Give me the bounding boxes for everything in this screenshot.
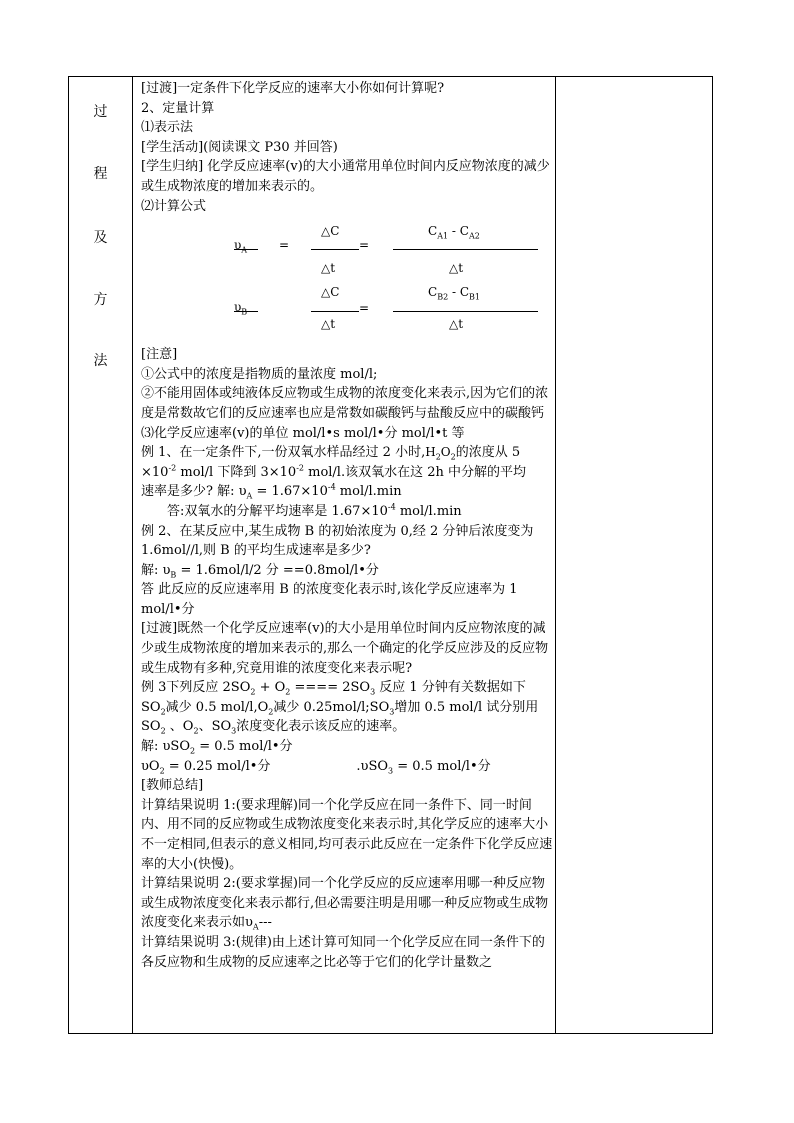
text: mol/l 下降到 3×10 <box>176 464 297 480</box>
example-2-answer: 答 此反应的反应速率用 B 的浓度变化表示时,该化学反应速率为 1 mol/l•分 <box>141 582 518 617</box>
subscript: 2 <box>450 452 456 462</box>
subscript: 3 <box>231 727 237 737</box>
text: O <box>440 445 451 460</box>
subscript: 2 <box>159 766 165 776</box>
result-note-2 <box>141 874 553 933</box>
fraction-bar <box>393 311 538 312</box>
example-1-answer <box>141 502 553 522</box>
symbol: - <box>448 285 460 300</box>
superscript: -2 <box>296 463 304 473</box>
subscript: B <box>241 307 248 317</box>
subscript: 3 <box>389 707 395 717</box>
numerator-diff-a <box>428 222 480 242</box>
column-divider-right <box>555 77 556 1033</box>
result-note-3: 计算结果说明 3:(规律)由上述计算可知同一个化学反应在同一条件下的各反应物和生成物的反应速率之比必等于它们的化学计量数之 <box>141 934 545 970</box>
text: mol/l.min <box>335 484 402 500</box>
subscript: 2 <box>160 727 166 737</box>
underline <box>234 249 258 250</box>
formula-b <box>141 283 553 321</box>
example-2-solution <box>141 561 553 581</box>
example-3-solution <box>141 757 553 777</box>
text: = 0.25 mol/l•分 <box>164 758 271 774</box>
notice-item: ⑶化学反应速率(v)的单位 mol/l•s mol/l•分 mol/l•t 等 <box>141 425 465 441</box>
text: + O <box>255 680 286 696</box>
subscript: A1 <box>437 231 449 241</box>
underline <box>234 311 258 312</box>
text: 浓度变化表示该反应的速率。 <box>236 719 406 735</box>
text: H <box>425 445 436 460</box>
column-divider-left <box>132 77 133 1033</box>
text: 例 3下列反应 2SO <box>141 680 251 696</box>
example-1-line <box>141 443 553 463</box>
subscript: 2 <box>160 707 166 717</box>
subscript: 2 <box>285 687 291 697</box>
equals: = <box>359 301 370 316</box>
superscript: -4 <box>387 502 396 512</box>
subscript: 2 <box>193 727 199 737</box>
subscript: 3 <box>388 766 394 776</box>
numerator-diff-b <box>428 283 480 303</box>
subscript: A <box>246 491 253 501</box>
formula-b-denominator <box>141 317 553 345</box>
text: ×10 <box>141 464 169 480</box>
text: .υSO <box>356 758 389 774</box>
subheading: ⑴表示法 <box>141 120 194 136</box>
text: = 1.67×10 <box>252 484 328 500</box>
symbol: υ <box>234 300 242 315</box>
equals: = <box>279 238 290 253</box>
subscript: B <box>170 570 177 580</box>
student-activity: [学生活动](阅读课文 P30 并回答) <box>141 139 338 155</box>
notice-heading: [注意] <box>141 347 178 363</box>
lesson-content <box>141 79 553 972</box>
lesson-table <box>68 76 713 1034</box>
symbol: C <box>459 224 469 239</box>
text: 增加 0.5 mol/l 试分别用 SO <box>141 699 539 735</box>
symbol: υ <box>234 238 242 253</box>
formula-a <box>141 216 553 259</box>
text: = 0.5 mol/l•分 <box>393 758 491 774</box>
text: 解: υ <box>141 562 171 578</box>
formula-a-denominator <box>141 259 553 283</box>
subscript: 2 <box>189 746 196 756</box>
fraction-bar <box>311 249 359 250</box>
subscript: 3 <box>370 687 376 697</box>
symbol: C <box>459 285 470 300</box>
symbol: - <box>448 224 460 239</box>
fraction-bar <box>311 311 359 312</box>
subheading: ⑵计算公式 <box>141 198 207 214</box>
subscript: 2 <box>435 452 441 462</box>
section-label-char: 方 <box>93 292 108 308</box>
subscript: B2 <box>437 292 449 302</box>
transition-text: [过渡]一定条件下化学反应的速率大小你如何计算呢? <box>141 81 445 96</box>
symbol: C <box>428 224 438 239</box>
text: 例 1、在一定条件下,一份双氧水样品经过 2 小时, <box>141 445 426 461</box>
section-label-column <box>69 77 132 1033</box>
subscript: A <box>241 245 248 255</box>
symbol: C <box>428 285 438 300</box>
text: = 1.6mol/l/2 分 ==0.8mol/l•分 <box>176 562 379 578</box>
section-label-char: 程 <box>93 166 108 182</box>
text: mol/l.该双氧水在这 2h 中分解的平均 <box>303 464 527 480</box>
text: 减少 0.25mol/l;SO <box>273 699 390 715</box>
example-1-line <box>141 482 553 502</box>
text: 减少 0.5 mol/l,O <box>165 699 269 715</box>
denominator-dt: △t <box>321 317 336 332</box>
denominator-dt: △t <box>449 261 464 276</box>
notice-item: ①公式中的浓度是指物质的量浓度 mol/l; <box>141 366 378 382</box>
student-summary: [学生归纳] 化学反应速率(v)的大小通常用单位时间内反应物浓度的减少或生成物浓度的增加来表示的。 <box>141 159 550 194</box>
text: 速率是多少? 解: υ <box>141 484 247 500</box>
text: 、O <box>165 719 194 735</box>
section-label-char: 法 <box>93 353 108 369</box>
equals: = <box>359 238 370 253</box>
rate-symbol-a <box>234 236 247 256</box>
text: 反应 1 分钟有关数据如下 SO <box>141 680 526 715</box>
text: mol/l.min <box>395 503 462 519</box>
notice-item: ②不能用固体或纯液体反应物或生成物的浓度变化来表示,因为它们的浓度是常数故它们的反应速率也应是常数如碳酸钙与盐酸反应中的碳酸钙 <box>141 386 549 421</box>
subscript: A <box>252 922 259 932</box>
text: υO <box>141 758 160 774</box>
numerator-dc: △C <box>321 224 340 239</box>
text: ==== 2SO <box>290 680 371 696</box>
superscript: -2 <box>168 463 177 473</box>
result-note-1: 计算结果说明 1:(要求理解)同一个化学反应在同一条件下、同一时间内、用不同的反应物或生成物浓度变化来表示时,其化学反应的速率大小不一定相同,但表示的意义相同,均可表示此反应在一定条件下化学反应速率的大小(快慢)。 <box>141 797 553 872</box>
text: 、SO <box>198 719 232 735</box>
text: 答:双氧水的分解平均速率是 1.67×10 <box>167 503 388 519</box>
text: 的浓度从 5 <box>455 445 521 461</box>
text: = 0.5 mol/l•分 <box>195 739 293 755</box>
text: 解: υSO <box>141 739 190 755</box>
superscript: -4 <box>327 482 336 492</box>
subscript: A2 <box>468 231 480 241</box>
example-1-line <box>141 463 553 483</box>
subscript: 2 <box>268 707 274 717</box>
example-3 <box>141 678 553 737</box>
text: --- <box>258 915 272 931</box>
denominator-dt: △t <box>449 317 464 332</box>
transition-text: [过渡]既然一个化学反应速率(v)的大小是用单位时间内反应物浓度的减少或生成物浓度的增加来表示的,那么一个确定的化学反应涉及的反应物或生成物有多种,究竟用谁的浓度变化来表示呢? <box>141 621 549 676</box>
section-heading: 2、定量计算 <box>141 100 215 116</box>
subscript: B1 <box>469 292 480 302</box>
subscript: 2 <box>250 687 256 697</box>
denominator-dt: △t <box>321 261 336 276</box>
section-label-char: 过 <box>93 104 108 120</box>
example-3-solution <box>141 737 553 757</box>
teacher-summary-heading: [教师总结] <box>141 778 204 794</box>
fraction-bar <box>393 249 538 250</box>
text: 计算结果说明 2:(要求掌握)同一个化学反应的反应速率用哪一种反应物或生成物浓度变化来表示都行,但必需要注明是用哪一种反应物或生成物浓度变化来表示如υ <box>141 876 549 931</box>
section-label-char: 及 <box>93 230 108 246</box>
numerator-dc: △C <box>321 285 340 300</box>
example-2: 例 2、在某反应中,某生成物 B 的初始浓度为 0,经 2 分钟后浓度变为 1.6mol//l,则 B 的平均生成速率是多少? <box>141 523 534 559</box>
rate-symbol-b <box>234 298 247 318</box>
